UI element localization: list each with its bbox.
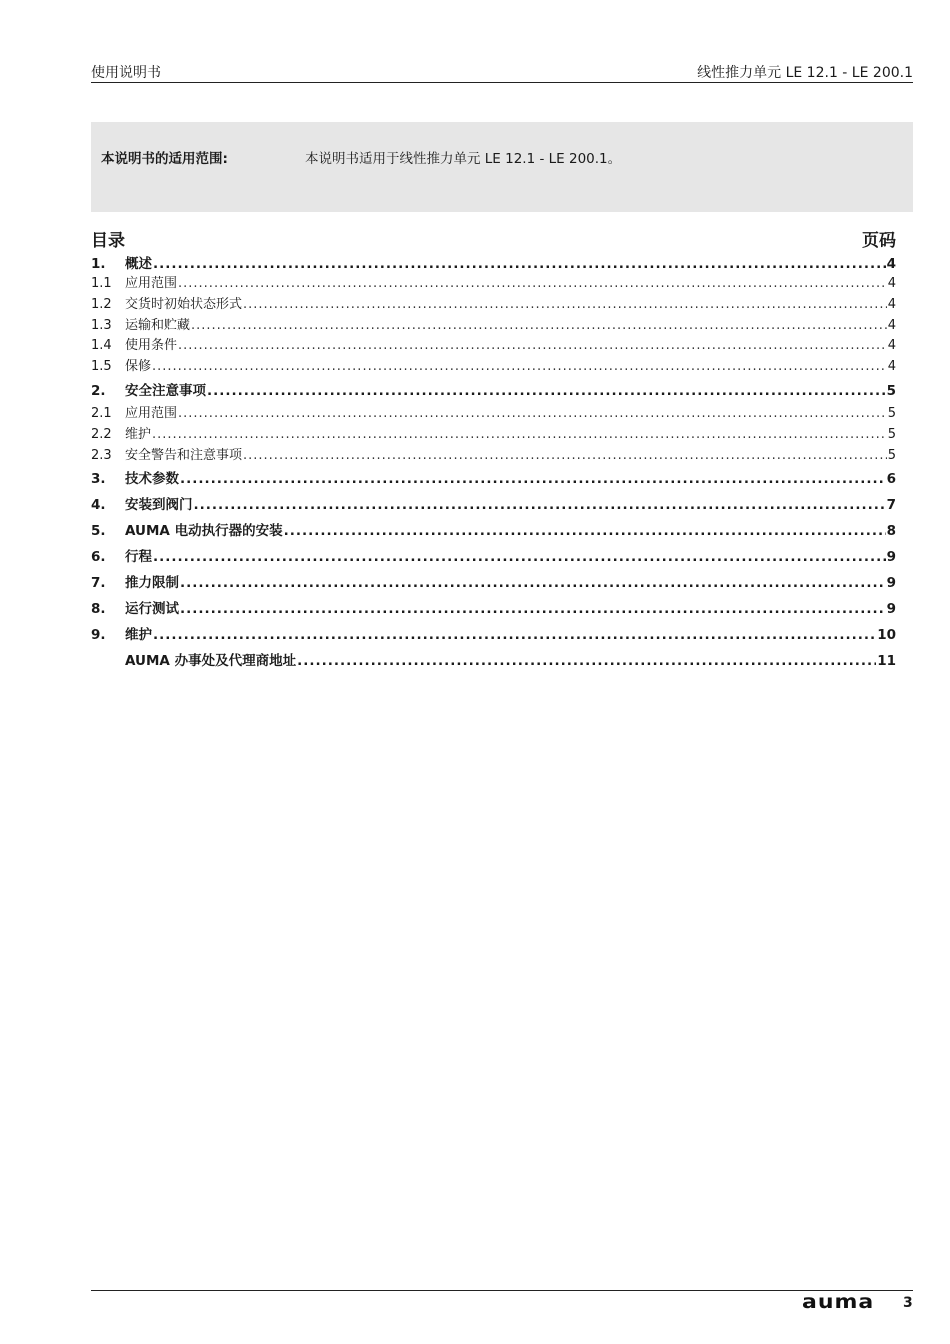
toc-entry-title: AUMA 办事处及代理商地址 xyxy=(125,653,297,670)
auma-logo: auma xyxy=(802,1292,875,1314)
toc-entry-number: 5. xyxy=(91,523,106,540)
toc-entry[interactable] xyxy=(91,648,896,674)
toc-leader-dots xyxy=(180,596,886,622)
toc-entry-number: 1.1 xyxy=(91,276,112,291)
toc-entry[interactable] xyxy=(91,570,896,596)
toc-leader-dots xyxy=(152,357,887,378)
toc-page-label: 页码 xyxy=(862,231,896,251)
toc-entry-page: 7 xyxy=(886,497,896,514)
toc-leader-dots xyxy=(243,446,887,467)
toc-entry-title: 运输和贮藏 xyxy=(125,317,191,333)
toc-entry-page: 9 xyxy=(886,575,896,592)
toc-entry-title: 安装到阀门 xyxy=(125,497,193,514)
scope-text: 本说明书适用于线性推力单元 LE 12.1 - LE 200.1。 xyxy=(305,151,622,167)
toc-entry-number: 2.3 xyxy=(91,447,112,463)
toc-entry-page: 11 xyxy=(877,653,896,670)
toc-entry-title: AUMA 电动执行器的安装 xyxy=(125,523,283,540)
toc-entry-page: 4 xyxy=(887,359,896,375)
toc-entry-page: 4 xyxy=(886,256,896,272)
header-document-type: 使用说明书 xyxy=(91,65,161,81)
scope-label: 本说明书的适用范围: xyxy=(101,151,228,167)
toc-entry-page: 9 xyxy=(886,601,896,618)
toc-leader-dots xyxy=(297,648,876,674)
toc-entry-page: 4 xyxy=(887,276,896,291)
toc-entry-number: 1.4 xyxy=(91,338,112,354)
toc-entry-title: 应用范围 xyxy=(125,276,178,291)
toc-entry[interactable] xyxy=(91,316,896,337)
toc-entry-page: 5 xyxy=(887,405,896,421)
toc-entry-title: 保修 xyxy=(125,359,152,375)
toc-leader-dots xyxy=(178,274,887,295)
toc-leader-dots xyxy=(243,295,887,316)
toc-leader-dots xyxy=(180,466,886,492)
toc-entry[interactable] xyxy=(91,622,896,648)
toc-entry[interactable] xyxy=(91,446,896,467)
toc-entry-title: 应用范围 xyxy=(125,405,178,421)
toc-entry-title: 行程 xyxy=(125,549,152,566)
toc-leader-dots xyxy=(284,518,886,544)
toc-entry[interactable] xyxy=(91,492,896,518)
toc-entry[interactable] xyxy=(91,378,896,404)
toc-leader-dots xyxy=(153,254,886,274)
toc-entry-number: 6. xyxy=(91,549,106,566)
toc-entry-number: 4. xyxy=(91,497,106,514)
toc-entry[interactable] xyxy=(91,357,896,378)
toc-entry[interactable] xyxy=(91,544,896,570)
toc-header xyxy=(91,226,896,250)
toc-entry[interactable] xyxy=(91,254,896,274)
toc-entry-title: 维护 xyxy=(125,627,152,644)
toc-entry-title: 技术参数 xyxy=(125,471,179,488)
toc-entry-number: 3. xyxy=(91,471,106,488)
toc-entry-number: 7. xyxy=(91,575,106,592)
toc-entry-title: 概述 xyxy=(125,256,152,272)
toc-entry-number: 2.1 xyxy=(91,405,112,421)
toc-entry-title: 交货时初始状态形式 xyxy=(125,296,243,312)
toc-leader-dots xyxy=(194,492,886,518)
header-product-name: 线性推力单元 LE 12.1 - LE 200.1 xyxy=(697,65,913,81)
toc-entry-page: 4 xyxy=(887,317,896,333)
toc-entry-title: 运行测试 xyxy=(125,601,179,618)
toc-entry[interactable] xyxy=(91,295,896,316)
toc-entry-page: 6 xyxy=(886,471,896,488)
toc-entry-title: 维护 xyxy=(125,426,152,442)
toc-leader-dots xyxy=(207,378,886,404)
toc-entry-page: 4 xyxy=(887,338,896,354)
toc-leader-dots xyxy=(178,404,887,425)
toc-entry-page: 10 xyxy=(877,627,896,644)
toc-entry[interactable] xyxy=(91,596,896,622)
toc-leader-dots xyxy=(153,622,876,648)
scope-box xyxy=(91,122,913,212)
toc-entry[interactable] xyxy=(91,518,896,544)
toc-entry-number: 1.2 xyxy=(91,296,112,312)
toc-entry[interactable] xyxy=(91,466,896,492)
toc-entry-page: 8 xyxy=(886,523,896,540)
page-header xyxy=(91,60,913,83)
toc-entry-page: 5 xyxy=(887,447,896,463)
toc-entry-number: 2.2 xyxy=(91,426,112,442)
toc-entry-number: 1.3 xyxy=(91,317,112,333)
toc-entry-number: 2. xyxy=(91,382,106,399)
toc-entry-title: 安全注意事项 xyxy=(125,382,206,399)
toc-leader-dots xyxy=(178,336,887,357)
toc-leader-dots xyxy=(191,316,887,337)
toc-entry[interactable] xyxy=(91,274,896,295)
toc-leader-dots xyxy=(152,425,887,446)
toc-entry-number: 9. xyxy=(91,627,106,644)
toc-entry-page: 5 xyxy=(886,382,896,399)
toc-entry[interactable] xyxy=(91,425,896,446)
toc-title: 目录 xyxy=(91,231,125,251)
toc-entry-title: 使用条件 xyxy=(125,338,178,354)
toc-entry-number: 8. xyxy=(91,601,106,618)
toc-entry[interactable] xyxy=(91,336,896,357)
toc-entry-title: 推力限制 xyxy=(125,575,179,592)
toc-leader-dots xyxy=(153,544,886,570)
toc-entry-title: 安全警告和注意事项 xyxy=(125,447,243,463)
table-of-contents xyxy=(91,254,896,674)
toc-entry-number: 1.5 xyxy=(91,359,112,375)
toc-entry-page: 9 xyxy=(886,549,896,566)
toc-entry-number: 1. xyxy=(91,256,106,272)
toc-entry[interactable] xyxy=(91,404,896,425)
toc-entry-page: 5 xyxy=(887,426,896,442)
toc-leader-dots xyxy=(180,570,886,596)
page-number: 3 xyxy=(903,1295,913,1311)
toc-entry-page: 4 xyxy=(887,296,896,312)
footer-divider xyxy=(91,1290,913,1291)
